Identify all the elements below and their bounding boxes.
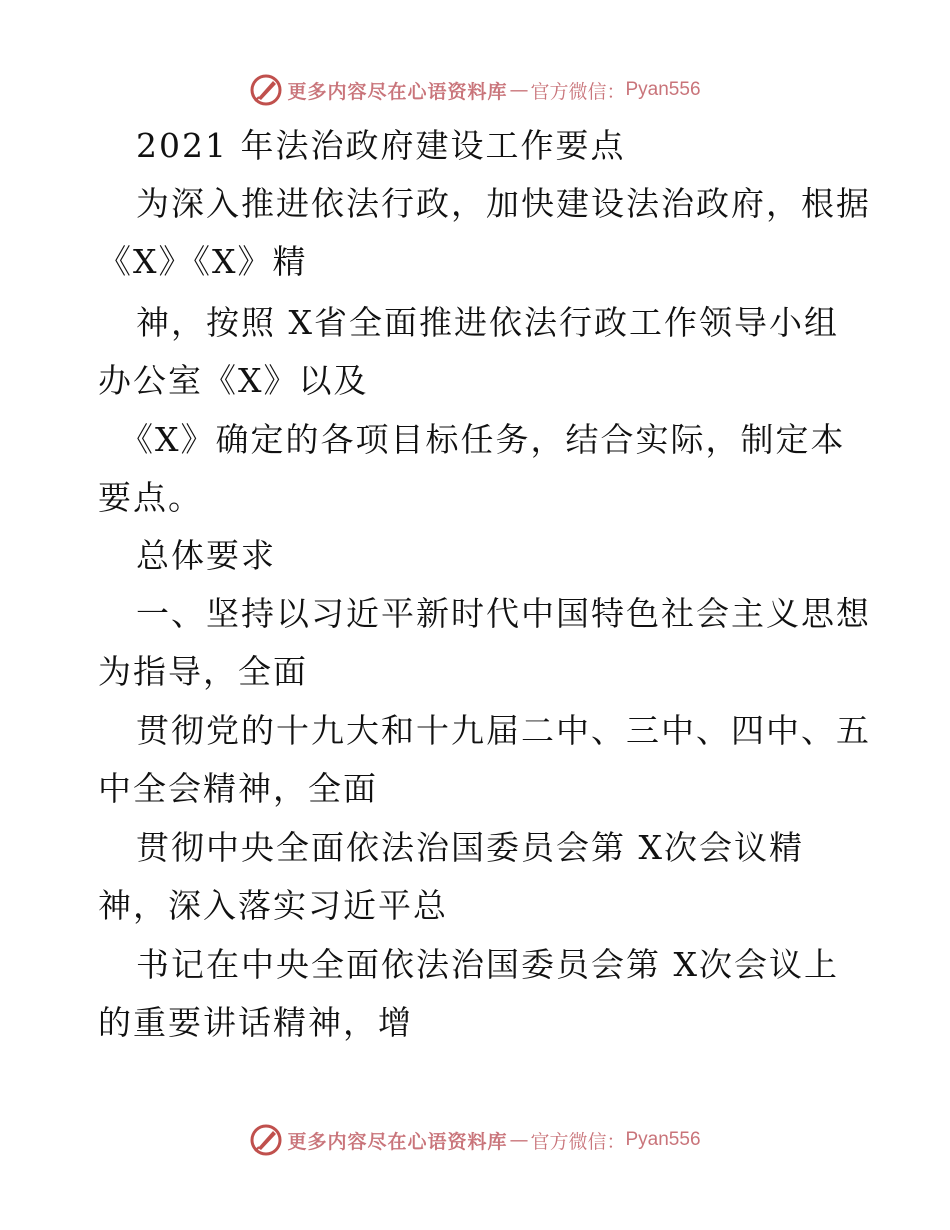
document-title: 2021 年法治政府建设工作要点 xyxy=(136,126,626,165)
paragraph-line: 的重要讲话精神，增 xyxy=(98,1003,413,1042)
header-watermark xyxy=(0,70,950,110)
watermark-contact-id: Pyan556 xyxy=(625,79,701,100)
paragraph-line: 办公室《X》以及 xyxy=(98,361,369,400)
paragraph-line: 《X》《X》精 xyxy=(98,242,308,281)
watermark-site-name: 更多内容尽在心语资料库 xyxy=(287,80,508,103)
paragraph-line: 神，深入落实习近平总 xyxy=(98,886,448,925)
paragraph-line: 一、坚持以习近平新时代中国特色社会主义思想 xyxy=(136,594,871,633)
watermark-contact-label: 官方微信： xyxy=(530,1130,626,1153)
paragraph-line: 《X》确定的各项目标任务，结合实际，制定本 xyxy=(120,420,846,459)
quill-logo-icon xyxy=(249,73,283,107)
footer-watermark xyxy=(0,1120,950,1160)
quill-logo-icon xyxy=(249,1123,283,1157)
paragraph-line: 要点。 xyxy=(98,478,203,517)
paragraph-line: 贯彻党的十九大和十九届二中、三中、四中、五 xyxy=(136,711,871,750)
paragraph-line: 为深入推进依法行政，加快建设法治政府，根据 xyxy=(136,184,871,223)
watermark-contact-label: 官方微信： xyxy=(530,80,626,103)
paragraph-line: 贯彻中央全面依法治国委员会第 X次会议精 xyxy=(136,828,804,867)
section-heading: 总体要求 xyxy=(136,536,276,575)
watermark-contact-id: Pyan556 xyxy=(625,1129,701,1150)
paragraph-line: 神，按照 X省全面推进依法行政工作领导小组 xyxy=(136,303,839,342)
paragraph-line: 中全会精神，全面 xyxy=(98,769,378,808)
watermark-site-name: 更多内容尽在心语资料库 xyxy=(287,1130,508,1153)
watermark-dash: — xyxy=(509,79,529,101)
watermark-dash: — xyxy=(509,1129,529,1151)
paragraph-line: 为指导，全面 xyxy=(98,652,308,691)
paragraph-line: 书记在中央全面依法治国委员会第 X次会议上 xyxy=(136,945,839,984)
